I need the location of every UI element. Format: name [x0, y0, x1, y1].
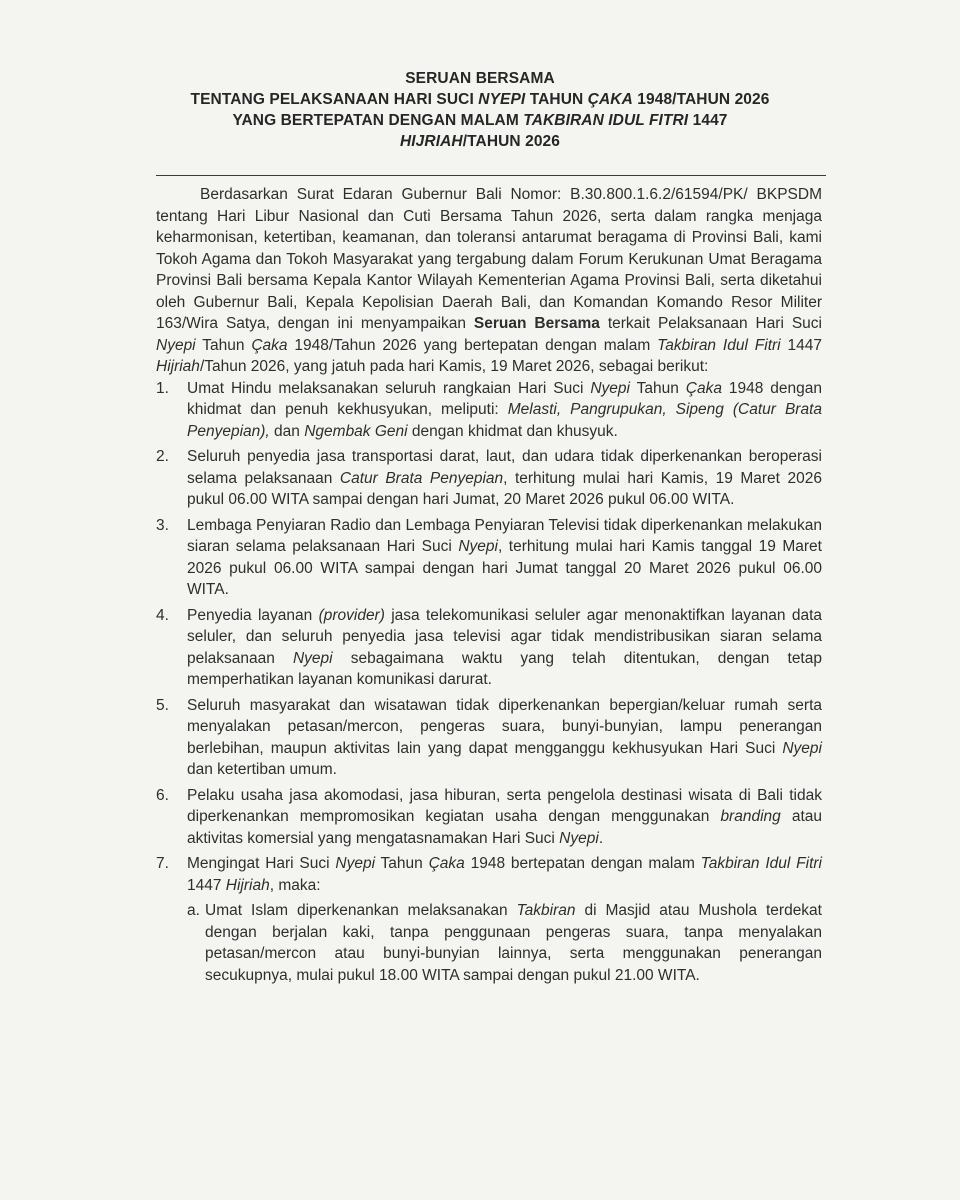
list-item: 4. Penyedia layanan (provider) jasa telekomunikasi seluler agar menonaktifkan layanan data seluler, dan seluruh penyedia jasa televisi agar tidak mendistribusikan siaran selama pelaksanaan Nyepi sebagaimana waktu yang telah ditentukan, dengan tetap memperhatikan layanan komunikasi darurat. [156, 606, 822, 688]
list-item-number: 7. [156, 855, 169, 872]
list-item-number: 3. [156, 516, 169, 534]
list-item-number: 1. [156, 379, 169, 397]
list-item-number: 2. [156, 448, 169, 465]
title-line-1: SERUAN BERSAMA [405, 70, 555, 87]
document-title [0, 68, 960, 152]
list-item: 2. Seluruh penyedia jasa transportasi darat, laut, dan udara tidak diperkenankan beroperasi selama pelaksanaan Catur Brata Penyepian, terhitung mulai hari Kamis, 19 Maret 2026 pukul 06.00 WITA sampai dengan hari Jumat, 20 Maret 2026 pukul 06.00 WITA. [156, 448, 822, 508]
title-line-4: HIJRIAH/TAHUN 2026 [399, 133, 560, 150]
intro-paragraph: Berdasarkan Surat Edaran Gubernur Bali Nomor: B.30.800.1.6.2/61594/PK/ BKPSDM tentang Hari Libur Nasional dan Cuti Bersama Tahun 2026, serta dalam rangka menjaga keharmonisan, ketertiban, keamanan, dan toleransi antarumat beragama di Provinsi Bali, kami Tokoh Agama dan Tokoh Masyarakat yang tergabung dalam Forum Kerukunan Umat Beragama Provinsi Bali bersama Kepala Kantor Wilayah Kementerian Agama Provinsi Bali, serta diketahui oleh Gubernur Bali, Kepala Kepolisian Daerah Bali, dan Komandan Komando Resor Militer 163/Wira Satya, dengan ini menyampaikan Seruan Bersama terkait Pelaksanaan Hari Suci Nyepi Tahun Çaka 1948/Tahun 2026 yang bertepatan dengan malam Takbiran Idul Fitri 1447 Hijriah/Tahun 2026, yang jatuh pada hari Kamis, 19 Maret 2026, sebagai berikut: [156, 186, 823, 375]
list-item-number: 5. [156, 696, 169, 714]
sub-list-item: a. Umat Islam diperkenankan melaksanakan Takbiran di Masjid atau Mushola terdekat dengan berjalan kaki, tanpa penggunaan pengeras suara, tanpa menyalakan petasan/mercon atau bunyi-bunyian lainnya, serta menggunakan penerangan secukupnya, mulai pukul 18.00 WITA sampai dengan pukul 21.00 WITA. [187, 902, 822, 984]
list-item: 5. Seluruh masyarakat dan wisatawan tidak diperkenankan bepergian/keluar rumah serta menyalakan petasan/mercon, pengeras suara, bunyi-bunyian, lampu penerangan berlebihan, maupun aktivitas lain yang dapat mengganggu kekhusyukan Hari Suci Nyepi dan ketertiban umum. [156, 696, 822, 778]
appeal-list [156, 378, 822, 987]
title-line-3: YANG BERTEPATAN DENGAN MALAM TAKBIRAN IDUL FITRI 1447 [232, 112, 728, 129]
list-item: 1. Umat Hindu melaksanakan seluruh rangkaian Hari Suci Nyepi Tahun Çaka 1948 dengan khidmat dan penuh kekhusyukan, meliputi: Melasti, Pangrupukan, Sipeng (Catur Brata Penyepian), dan Ngembak Geni dengan khidmat dan khusyuk. [156, 379, 822, 440]
title-divider [156, 175, 826, 176]
list-item-number: 4. [156, 606, 169, 624]
list-item: 3. Lembaga Penyiaran Radio dan Lembaga Penyiaran Televisi tidak diperkenankan melakukan siaran selama pelaksanaan Hari Suci Nyepi, terhitung mulai hari Kamis tanggal 19 Maret 2026 pukul 06.00 WITA sampai dengan hari Jumat tanggal 20 Maret 2026 pukul 06.00 WITA. [156, 516, 822, 598]
list-item-number: 6. [156, 786, 169, 804]
document-body [156, 184, 822, 990]
list-item: 6. Pelaku usaha jasa akomodasi, jasa hiburan, serta pengelola destinasi wisata di Bali tidak diperkenankan mempromosikan kegiatan usaha dengan menggunakan branding atau aktivitas komersial yang mengatasnamakan Hari Suci Nyepi. [156, 786, 822, 847]
list-item: 7. Mengingat Hari Suci Nyepi Tahun Çaka 1948 bertepatan dengan malam Takbiran Idul Fitri 1447 Hijriah, maka: a. Umat Islam diperkenankan melaksanakan Takbiran di Masjid atau Mushola terdekat dengan berjalan kaki, tanpa penggunaan pengeras suara, tanpa menyalakan petasan/mercon atau bunyi-bunyian lainnya, serta menggunakan penerangan secukupnya, mulai pukul 18.00 WITA sampai dengan pukul 21.00 WITA. [156, 853, 822, 986]
sub-item-letter: a. [187, 902, 200, 919]
title-line-2: TENTANG PELAKSANAAN HARI SUCI NYEPI TAHUN ÇAKA 1948/TAHUN 2026 [190, 91, 770, 108]
